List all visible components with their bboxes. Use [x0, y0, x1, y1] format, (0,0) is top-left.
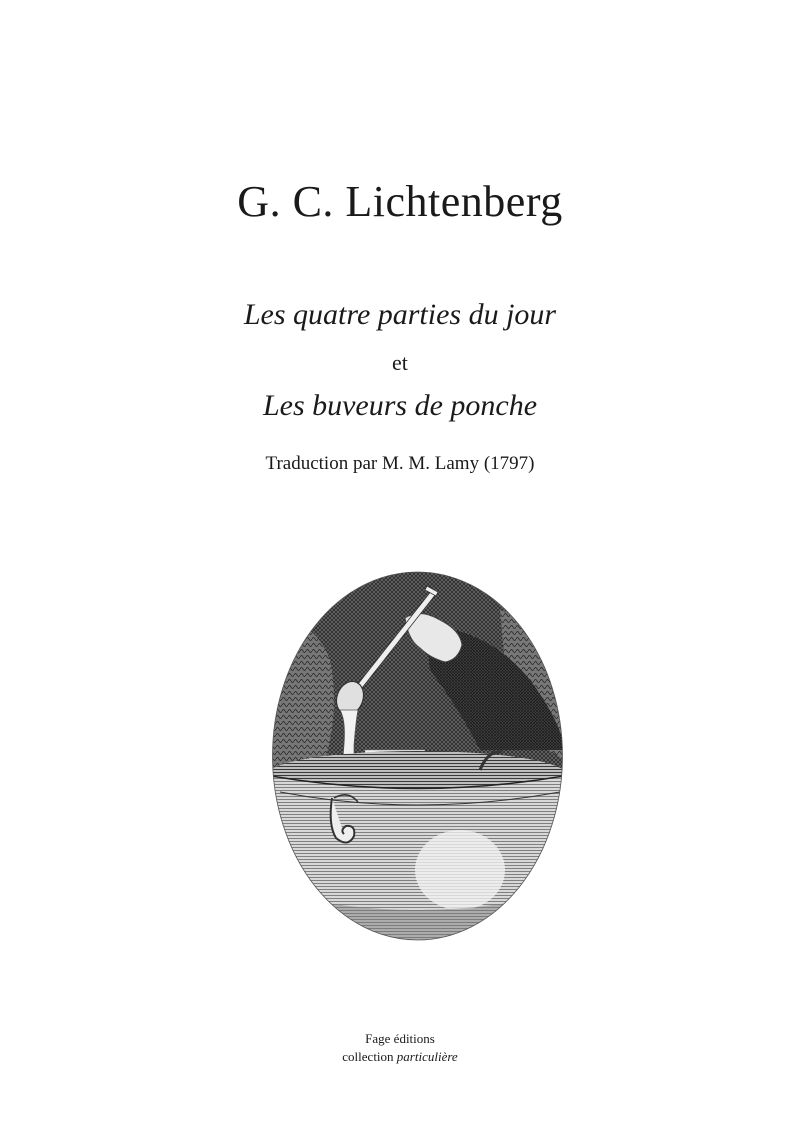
punch-bowl-engraving [270, 570, 565, 942]
collection-prefix: collection [342, 1049, 394, 1064]
book-title-second: Les buveurs de ponche [262, 389, 538, 422]
author-name: G. C. Lichtenberg [237, 177, 563, 226]
title-conjunction: et [392, 350, 408, 375]
publisher-name: Fage éditions [365, 1031, 435, 1046]
collection-name: particulière [396, 1049, 458, 1064]
book-title-first: Les quatre parties du jour [243, 298, 557, 331]
translation-credit: Traduction par M. M. Lamy (1797) [265, 453, 535, 474]
collection-line [0, 1048, 800, 1065]
